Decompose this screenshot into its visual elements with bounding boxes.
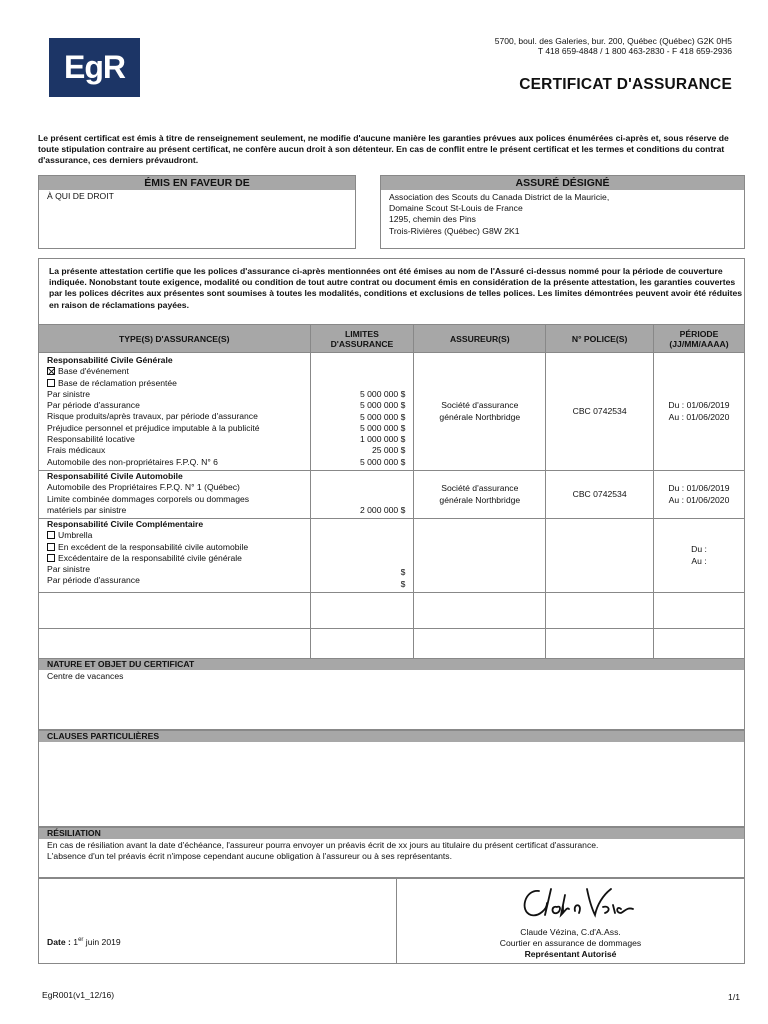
rcc-insurer [414, 519, 546, 593]
resiliation-text [39, 839, 744, 862]
rcg-policy: CBC 0742534 [546, 353, 654, 471]
table-row [39, 519, 745, 593]
attestation-paragraph: La présente attestation certifie que les polices d'assurance ci-après mentionnées ont été émises au nom de l'Assuré ci-dessus nommé pour la période de couverture indiquée. Nonobstant toute exigence, modalité ou condition de tout autre contrat ou document émis en considération de la présente attestation, les garanties couvertes par les polices décrites aux présentes sont soumises à toutes les modalités, conditions et exclusions de telles polices. Les limites démontrées peuvent avoir été réduites en raison de réclamations payées. [38, 258, 745, 324]
empty-cell [310, 593, 414, 629]
rcg-limit: 5 000 000 $ [359, 422, 406, 433]
rcg-option-label: Base de réclamation présentée [58, 377, 177, 388]
rcg-row-label: Responsabilité locative [47, 434, 135, 445]
rcc-limits [310, 519, 414, 593]
company-logo: EgR [49, 38, 140, 97]
signer-block [397, 927, 744, 961]
col-periode-line: PÉRIODE [679, 328, 719, 339]
rca-line: Limite combinée dommages corporels ou dommages [47, 493, 250, 504]
address-line-1: 5700, boul. des Galeries, bur. 200, Québec (Québec) G2K 0H5 [494, 36, 732, 46]
rcc-option-2 [47, 542, 310, 553]
rcg-period [654, 353, 745, 471]
rcg-limit: 1 000 000 $ [359, 434, 406, 445]
rca-insurer-line: générale Northbridge [439, 494, 521, 505]
rcg-limits [310, 353, 414, 471]
rcc-limit: $ [400, 567, 406, 578]
rcg-insurer-line: générale Northbridge [439, 411, 521, 422]
col-limites [310, 325, 414, 353]
signer-name: Claude Vézina, C.d'A.Ass. [520, 927, 621, 937]
rcg-option-1 [47, 366, 310, 377]
rcc-option-1 [47, 530, 310, 541]
rca-insurer-line: Société d'assurance [441, 483, 519, 494]
rcg-row-label: Automobile des non-propriétaires F.P.Q. N° 6 [47, 456, 218, 467]
form-code: EgR001(v1_12/16) [42, 990, 115, 1000]
rcc-option-3 [47, 553, 310, 564]
rca-to: Au : 01/06/2020 [668, 494, 730, 505]
rcg-option-2 [47, 378, 310, 389]
resiliation-header: RÉSILIATION [39, 828, 744, 839]
rcg-option-label: Base d'événement [58, 366, 129, 377]
assure-box [380, 175, 745, 249]
signature-box [396, 878, 745, 964]
checkbox-empty-icon [47, 543, 55, 551]
rcg-row-label: Préjudice personnel et préjudice imputable à la publicité [47, 422, 260, 433]
col-limites-line: LIMITES [344, 328, 379, 339]
rcg-row-label: Par sinistre [47, 388, 90, 399]
checkbox-checked-icon [47, 367, 55, 375]
date-rest: juin 2019 [85, 936, 121, 947]
table-row [39, 471, 745, 519]
date-suffix: er [78, 937, 84, 943]
assure-line: Association des Scouts du Canada District de la Mauricie, [389, 192, 610, 202]
checkbox-empty-icon [47, 554, 55, 562]
rcg-from: Du : 01/06/2019 [668, 400, 730, 411]
rcg-limit: 5 000 000 $ [359, 456, 406, 467]
intro-paragraph: Le présent certificat est émis à titre de renseignement seulement, ne modifie d'aucune manière les garanties prévues aux polices énumérées ci-après et, sous réserve de toute stipulation contraire au présent certificat, ne confère aucun droit à son détenteur. En cas de conflit entre le présent certificat et les termes et conditions du contrat d'assurance, ces derniers prévaudront. [38, 133, 729, 166]
checkbox-empty-icon [47, 379, 55, 387]
col-periode [654, 325, 745, 353]
rca-line: matériels par sinistre [47, 504, 127, 515]
signer-role: Courtier en assurance de dommages [499, 938, 642, 949]
col-police: N° POLICE(S) [546, 325, 654, 353]
assure-line: Domaine Scout St-Louis de France [389, 203, 523, 214]
emis-header: ÉMIS EN FAVEUR DE [39, 176, 355, 190]
date-box [38, 878, 397, 964]
rca-type [39, 471, 311, 519]
rcg-type [39, 353, 311, 471]
document-title: CERTIFICAT D'ASSURANCE [519, 76, 732, 93]
rcc-type [39, 519, 311, 593]
assure-address [381, 190, 744, 237]
rcg-row-label: Risque produits/après travaux, par période d'assurance [47, 411, 258, 422]
col-periode-line: (JJ/MM/AAAA) [669, 338, 729, 349]
signer-authorized: Représentant Autorisé [524, 949, 617, 960]
rcg-title: Responsabilité Civile Générale [47, 355, 173, 365]
rca-from: Du : 01/06/2019 [668, 483, 730, 494]
rca-period [654, 471, 745, 519]
assure-line: 1295, chemin des Pins [389, 214, 476, 225]
rcg-limit: 25 000 $ [371, 445, 406, 456]
rcg-insurer [414, 353, 546, 471]
resiliation-line: En cas de résiliation avant la date d'échéance, l'assureur pourra envoyer un préavis écrit de xx jours au titulaire du présent certificat d'assurance. [47, 840, 599, 850]
empty-cell [654, 593, 745, 629]
rcc-option-label: Umbrella [58, 530, 93, 541]
empty-cell [546, 593, 654, 629]
assure-line: Trois-Rivières (Québec) G8W 2K1 [389, 225, 520, 236]
rca-title: Responsabilité Civile Automobile [47, 471, 183, 481]
rcg-row-label: Frais médicaux [47, 445, 106, 456]
assure-header: ASSURÉ DÉSIGNÉ [381, 176, 744, 190]
table-row-empty [39, 593, 745, 629]
col-type: TYPE(S) D'ASSURANCE(S) [39, 325, 311, 353]
rcg-limit: 5 000 000 $ [359, 411, 406, 422]
rcc-option-label: Excédentaire de la responsabilité civile générale [58, 552, 242, 563]
rca-policy: CBC 0742534 [546, 471, 654, 519]
nature-value: Centre de vacances [47, 671, 124, 681]
address-line-2: T 418 659-4848 / 1 800 463-2830 - F 418 659-2936 [537, 46, 732, 56]
rca-line: Automobile des Propriétaires F.P.Q. N° 1 (Québec) [47, 482, 240, 493]
rcc-to: Au : [691, 555, 707, 566]
clauses-header: CLAUSES PARTICULIÈRES [39, 731, 744, 742]
rca-insurer [414, 471, 546, 519]
clauses-box [38, 730, 745, 827]
rcc-title: Responsabilité Civile Complémentaire [47, 519, 204, 529]
table-row [39, 353, 745, 471]
rcc-policy [546, 519, 654, 593]
rcc-from: Du : [691, 544, 707, 555]
col-assureur: ASSUREUR(S) [414, 325, 546, 353]
resiliation-line: L'absence d'un tel préavis écrit n'impose cependant aucune obligation à l'assureur ou à ses représentants. [47, 851, 452, 862]
emis-box [38, 175, 356, 249]
signature-date [47, 935, 121, 948]
empty-cell [39, 593, 311, 629]
handwritten-signature [517, 881, 637, 932]
col-limites-line: D'ASSURANCE [330, 338, 394, 349]
nature-box [38, 658, 745, 730]
rcc-period [654, 519, 745, 593]
rcg-to: Au : 01/06/2020 [668, 411, 730, 422]
rcc-row-label: Par sinistre [47, 564, 90, 575]
company-address [495, 36, 732, 56]
rcg-insurer-line: Société d'assurance [441, 400, 519, 411]
date-label: Date : [47, 936, 71, 947]
rcc-option-label: En excédent de la responsabilité civile automobile [58, 541, 249, 552]
rcg-limit: 5 000 000 $ [359, 400, 406, 411]
table-header-row [39, 325, 745, 353]
rcg-row-label: Par période d'assurance [47, 400, 140, 411]
rcc-limit: $ [400, 578, 406, 589]
emis-value: À QUI DE DROIT [47, 191, 114, 201]
resiliation-box [38, 827, 745, 878]
rca-limit: 2 000 000 $ [310, 471, 414, 519]
empty-cell [414, 593, 546, 629]
page-number: 1/1 [728, 992, 740, 1002]
insurance-table [38, 324, 745, 665]
rcg-limit: 5 000 000 $ [359, 389, 406, 399]
date-day: 1 [73, 936, 79, 947]
checkbox-empty-icon [47, 531, 55, 539]
signature-icon [517, 881, 637, 925]
nature-header: NATURE ET OBJET DU CERTIFICAT [39, 659, 744, 670]
rcc-row-label: Par période d'assurance [47, 575, 140, 586]
